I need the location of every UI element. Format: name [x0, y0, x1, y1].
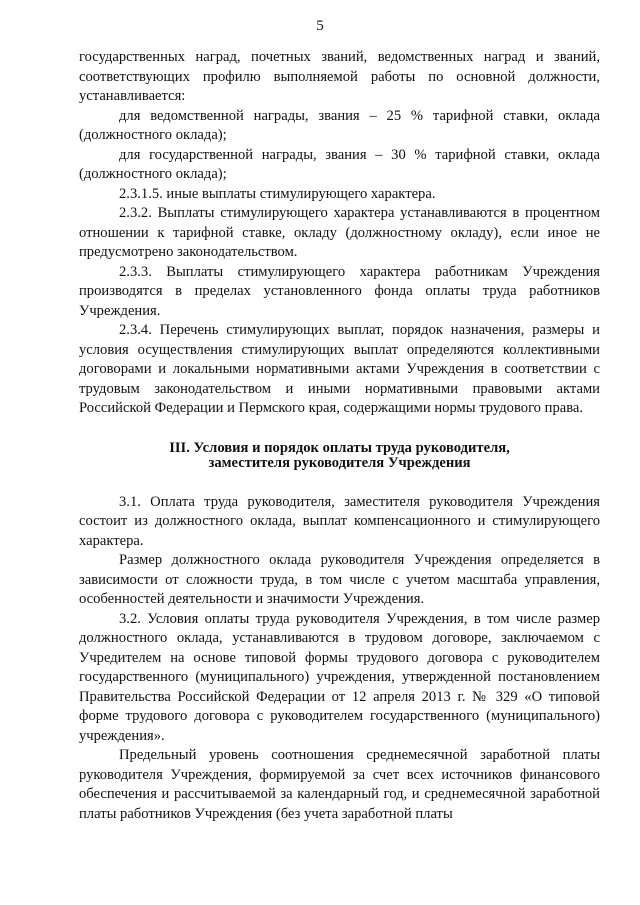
paragraph-ratio-limit: Предельный уровень соотношения среднемесячной заработной платы руководителя Учреждения, формируемой за счет всех источников финансового обеспечения и рассчитываемой за календарный год, и среднемесячной заработной платы работников Учреждения (без учета заработной платы — [79, 747, 600, 822]
section-heading-line-2: заместителя руководителя Учреждения — [208, 454, 471, 471]
paragraph-departmental-award: для ведомственной награды, звания – 25 % тарифной ставки, оклада (должностного оклада); — [79, 107, 600, 143]
paragraph-3-2: 3.2. Условия оплаты труда руководителя Учреждения, в том числе размер должностного оклада, устанавливаются в трудовом договоре, заключаемом с Учредителем на основе типовой формы трудового договора с руководителем государственного (муниципального) учреждения, утвержденной постановлением Правительства Российской Федерации от 12 апреля 2013 г. № 329 «О типовой форме трудового договора с руководителем государственного (муниципального) учреждения». — [79, 610, 600, 744]
page-number: 5 — [316, 18, 324, 34]
document-body — [79, 48, 600, 824]
paragraph-state-award: для государственной награды, звания – 30 % тарифной ставки, оклада (должностного оклада); — [79, 146, 600, 182]
paragraph-continuation: государственных наград, почетных званий, ведомственных наград и званий, соответствующих профилю выполняемой работы по основной должности, устанавливается: — [79, 49, 600, 104]
paragraph-2-3-1-5: 2.3.1.5. иные выплаты стимулирующего характера. — [119, 185, 436, 202]
section-heading — [79, 441, 600, 471]
paragraph-2-3-4: 2.3.4. Перечень стимулирующих выплат, порядок назначения, размеры и условия осуществления стимулирующих выплат определяются коллективными договорами и локальными нормативными актами Учреждения в соответствии с трудовым законодательством и иными нормативными правовыми актами Российской Федерации и Пермского края, содержащими нормы трудового права. — [79, 322, 600, 416]
paragraph-3-1: 3.1. Оплата труда руководителя, заместителя руководителя Учреждения состоит из должностного оклада, выплат компенсационного и стимулирующего характера. — [79, 493, 600, 549]
paragraph-2-3-2: 2.3.2. Выплаты стимулирующего характера устанавливаются в процентном отношении к тарифной ставке, окладу (должностному окладу), если иное не предусмотрено законодательством. — [79, 205, 600, 260]
section-heading-line-1: III. Условия и порядок оплаты труда руководителя, — [169, 439, 510, 456]
paragraph-salary-size: Размер должностного оклада руководителя Учреждения определяется в зависимости от сложности труда, в том числе с учетом масштаба управления, особенностей деятельности и значимости Учреждения. — [79, 552, 600, 607]
paragraph-2-3-3: 2.3.3. Выплаты стимулирующего характера работникам Учреждения производятся в пределах установленного фонда оплаты труда работников Учреждения. — [79, 263, 600, 319]
